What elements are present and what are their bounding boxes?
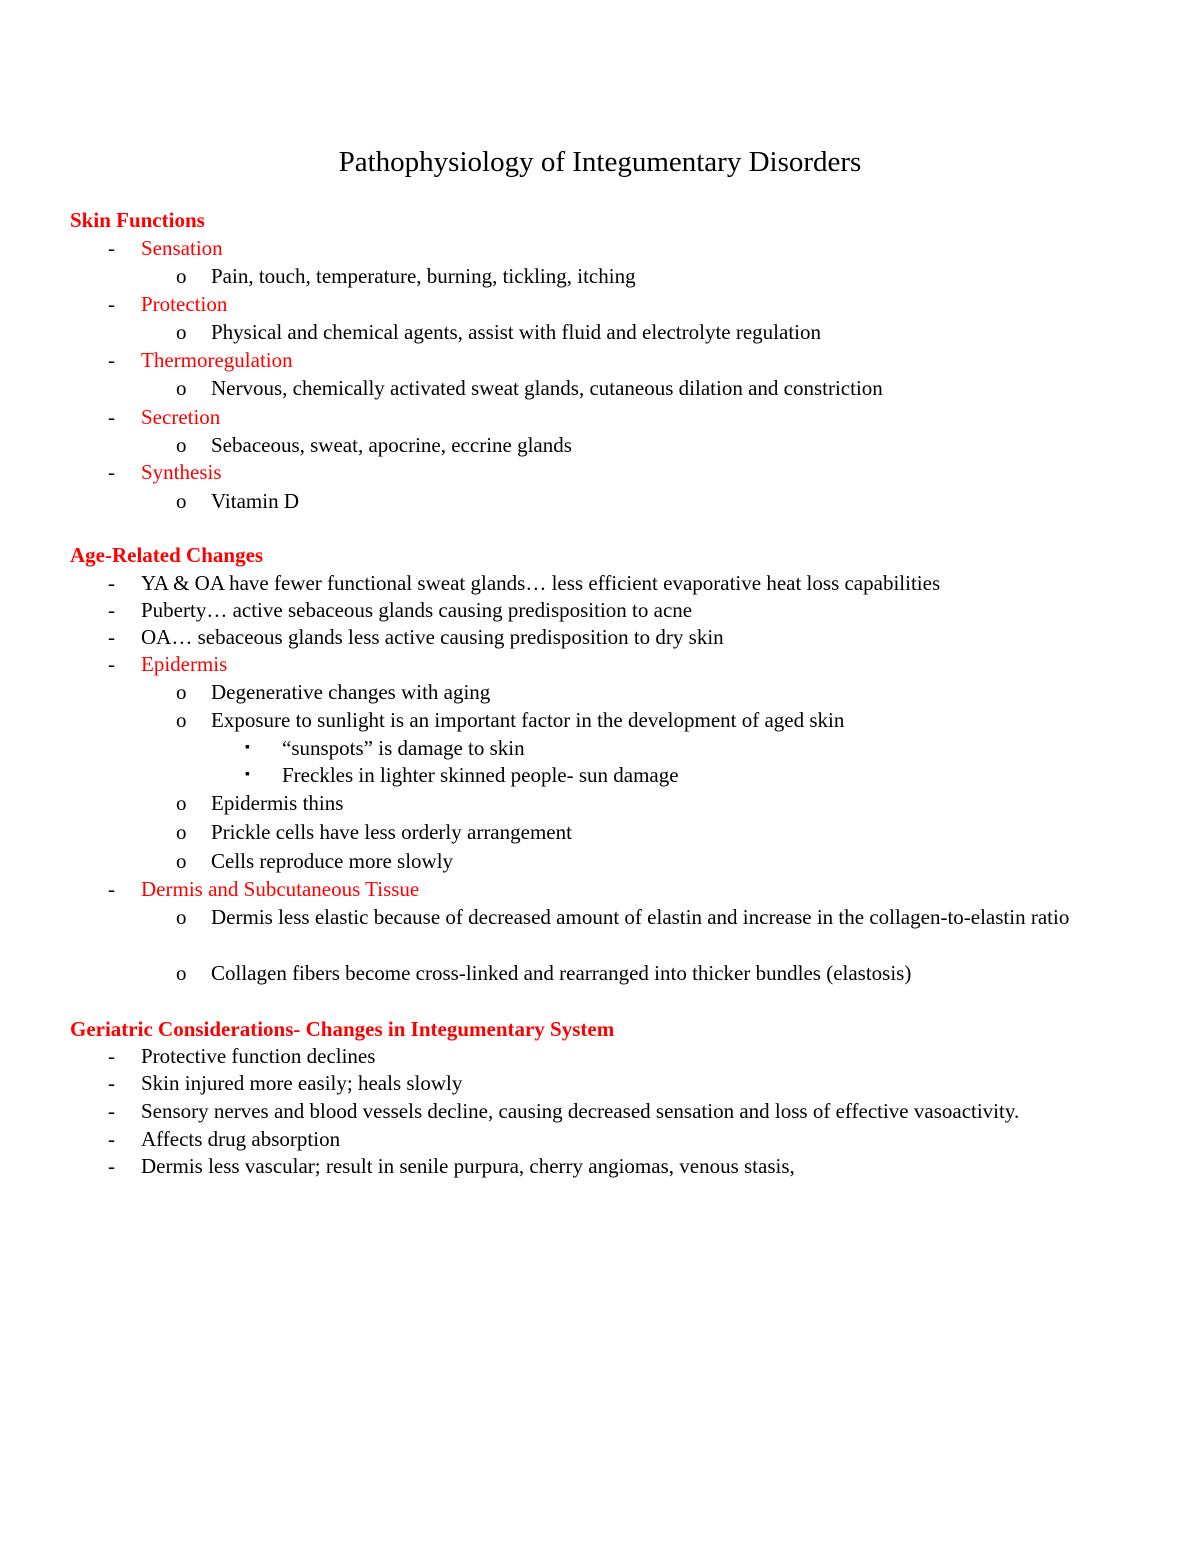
dash-marker: - — [108, 1071, 115, 1095]
list-item-text: Skin injured more easily; heals slowly — [141, 1071, 463, 1095]
list-subitem-text: Pain, touch, temperature, burning, tickling, itching — [211, 264, 636, 288]
dash-marker: - — [108, 1127, 115, 1151]
list-item-text: Puberty… active sebaceous glands causing predisposition to acne — [141, 598, 693, 622]
list-subitem-text: Nervous, chemically activated sweat glands, cutaneous dilation and constriction — [211, 376, 883, 400]
list-item-label: Secretion — [141, 405, 221, 429]
list-subitem-text: Cells reproduce more slowly — [211, 849, 454, 873]
square-bullet-icon: ▪ — [245, 767, 250, 782]
list-subitem-text: Epidermis thins — [211, 791, 344, 815]
circle-marker: o — [176, 489, 187, 513]
list-subsubitem-text: Freckles in lighter skinned people- sun damage — [282, 763, 679, 787]
list-subitem-text: Sebaceous, sweat, apocrine, eccrine glands — [211, 433, 572, 457]
dash-marker: - — [108, 1099, 115, 1123]
dash-marker: - — [108, 571, 115, 595]
dash-marker: - — [108, 348, 115, 372]
circle-marker: o — [176, 708, 187, 732]
circle-marker: o — [176, 820, 187, 844]
list-item-label: Synthesis — [141, 460, 222, 484]
dash-marker: - — [108, 1154, 115, 1178]
list-subitem-text: Exposure to sunlight is an important factor in the development of aged skin — [211, 708, 845, 732]
document-title: Pathophysiology of Integumentary Disorders — [338, 146, 862, 178]
list-item-text: Affects drug absorption — [141, 1127, 341, 1151]
circle-marker: o — [176, 320, 187, 344]
list-item-text: Dermis less vascular; result in senile purpura, cherry angiomas, venous stasis, — [141, 1154, 795, 1178]
list-subitem-text: Vitamin D — [211, 489, 299, 513]
circle-marker: o — [176, 849, 187, 873]
dash-marker: - — [108, 460, 115, 484]
circle-marker: o — [176, 961, 187, 985]
section-heading-skin-functions: Skin Functions — [70, 208, 205, 232]
list-subitem-text: Prickle cells have less orderly arrangement — [211, 820, 572, 844]
list-subitem-text: Degenerative changes with aging — [211, 680, 491, 704]
circle-marker: o — [176, 433, 187, 457]
list-item-text: Sensory nerves and blood vessels decline, causing decreased sensation and loss of effective vasoactivity. — [141, 1099, 1020, 1123]
circle-marker: o — [176, 264, 187, 288]
circle-marker: o — [176, 905, 187, 929]
dash-marker: - — [108, 652, 115, 676]
square-bullet-icon: ▪ — [245, 740, 250, 755]
dash-marker: - — [108, 405, 115, 429]
list-subsubitem-text: “sunspots” is damage to skin — [282, 736, 525, 760]
dash-marker: - — [108, 598, 115, 622]
section-heading-geriatric-considerations: Geriatric Considerations- Changes in Integumentary System — [70, 1017, 615, 1041]
dash-marker: - — [108, 292, 115, 316]
list-item-text: OA… sebaceous glands less active causing predisposition to dry skin — [141, 625, 724, 649]
list-item-label: Dermis and Subcutaneous Tissue — [141, 877, 420, 901]
section-heading-age-related-changes: Age-Related Changes — [70, 543, 264, 567]
list-item-label: Sensation — [141, 236, 223, 260]
list-item-text: Protective function declines — [141, 1044, 376, 1068]
list-subitem-text: Physical and chemical agents, assist with fluid and electrolyte regulation — [211, 320, 821, 344]
circle-marker: o — [176, 791, 187, 815]
dash-marker: - — [108, 1044, 115, 1068]
list-item-label: Thermoregulation — [141, 348, 293, 372]
circle-marker: o — [176, 680, 187, 704]
dash-marker: - — [108, 236, 115, 260]
circle-marker: o — [176, 376, 187, 400]
list-item-label: Protection — [141, 292, 228, 316]
list-subitem-text: Dermis less elastic because of decreased amount of elastin and increase in the collagen-to-elastin ratio — [211, 905, 1070, 929]
list-item-text: YA & OA have fewer functional sweat glands… less efficient evaporative heat loss capabilities — [141, 571, 941, 595]
list-item-label: Epidermis — [141, 652, 228, 676]
list-subitem-text: Collagen fibers become cross-linked and rearranged into thicker bundles (elastosis) — [211, 961, 912, 985]
dash-marker: - — [108, 625, 115, 649]
dash-marker: - — [108, 877, 115, 901]
